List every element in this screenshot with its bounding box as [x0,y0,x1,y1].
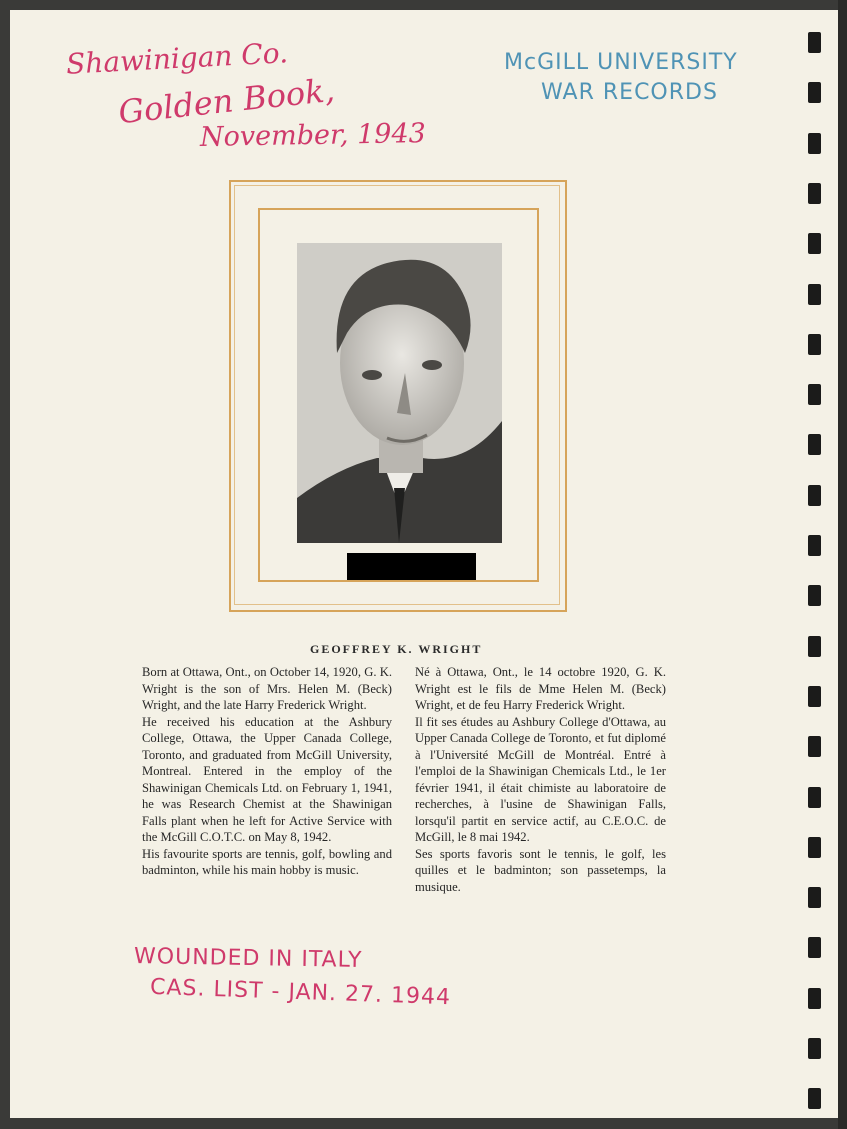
french-paragraph: Ses sports favoris sont le tennis, le golf, les quilles et le badminton; son passetemps, la musique. [415,846,666,894]
french-biography [415,664,666,895]
french-paragraph: Né à Ottawa, Ont., le 14 octobre 1920, G. K. Wright est le fils de Mme Helen M. (Beck) Wright, et de feu Harry Frederick Wright. [415,665,666,712]
binding-hole [808,133,821,154]
english-paragraph: His favourite sports are tennis, golf, bowling and badminton, while his main hobby is music. [142,846,392,877]
binding-hole [808,988,821,1009]
english-biography [142,664,392,879]
handwritten-casualty-note: CAS. LIST - JAN. 27. 1944 [149,974,452,1011]
portrait-figure-icon [297,243,502,543]
binding-hole [808,183,821,204]
handwritten-note-line3: November, 1943 [199,118,427,153]
subject-name: GEOFFREY K. WRIGHT [310,642,483,656]
binding-hole [808,887,821,908]
binding-hole [808,32,821,53]
binding-holes [808,0,828,1129]
binding-hole [808,334,821,355]
binding-hole [808,585,821,606]
english-paragraph: He received his education at the Ashbury College, Ottawa, the Upper Canada College, Toronto, and graduated from McGill University, Montreal. Entered in the employ of the Shawinigan Chemicals Ltd. on February 1, 1941, he was Research Chemist at the Shawinigan Falls plant when he left for Active Service with the McGill C.O.T.C. on May 8, 1942. [142,714,392,844]
binding-hole [808,937,821,958]
binding-hole [808,233,821,254]
stamp-line1: McGILL UNIVERSITY [504,50,738,75]
binding-hole [808,384,821,405]
binding-hole [808,736,821,757]
stamp-line2: WAR RECORDS [541,80,718,105]
binding-hole [808,284,821,305]
binding-hole [808,787,821,808]
redaction-bar [347,553,476,580]
handwritten-note-line2: Golden Book, [116,70,337,132]
binding-hole [808,535,821,556]
binding-hole [808,485,821,506]
english-paragraph: Born at Ottawa, Ont., on October 14, 1920, G. K. Wright is the son of Mrs. Helen M. (Beck) Wright, and the late Harry Frederick Wright. [142,665,392,712]
handwritten-note-line1: Shawinigan Co. [65,36,289,81]
binding-hole [808,1088,821,1109]
binding-hole [808,636,821,657]
binding-hole [808,837,821,858]
binding-hole [808,1038,821,1059]
french-paragraph: Il fit ses études au Ashbury College d'Ottawa, au Upper Canada College de Toronto, et fut diplomé à l'Université McGill de Montréal. Entré à l'emploi de la Shawinigan Chemicals Ltd., le 1er février 1941, il était chimiste au laboratoire de recherches, à l'usine de Shawinigan Falls, lorsqu'il partit en service actif, au C.E.O.C. de McGill, le 8 mai 1942. [415,714,666,844]
handwritten-wounded-note: WOUNDED IN ITALY [133,944,363,973]
binding-hole [808,82,821,103]
portrait-photo [297,243,502,543]
binding-hole [808,686,821,707]
page-edge-strip [838,0,847,1129]
binding-hole [808,434,821,455]
